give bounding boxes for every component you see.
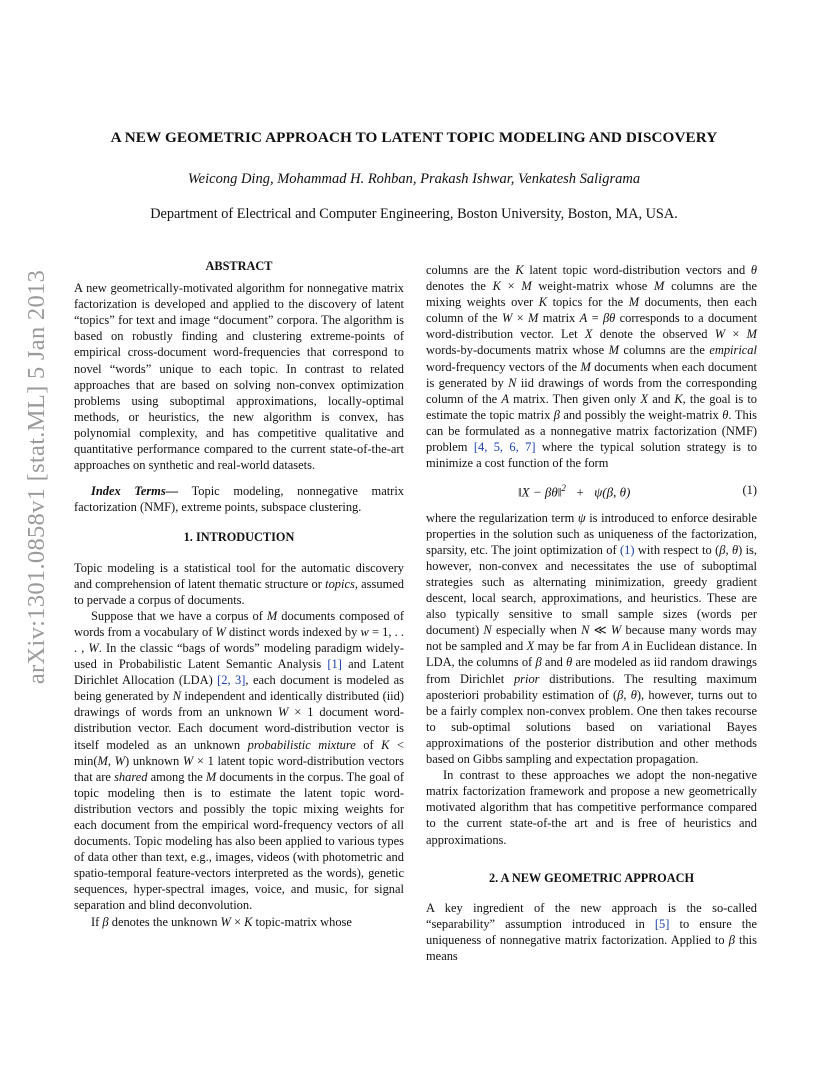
- citation-link[interactable]: [5]: [654, 916, 670, 931]
- right-column: [426, 262, 757, 964]
- index-terms: [74, 483, 404, 515]
- left-column: [74, 258, 404, 930]
- abstract-text: A new geometrically-motivated algorithm for nonnegative matrix factorization is developed and applied to the discovery of latent “topics” for text and image “document” corpora. The algorithm is based on robustly finding and clustering extreme-points of empirical cross-document word-frequencies that correspond to novel “words” unique to each topic. In contrast to related approaches that are based on solving non-convex optimization problems using suboptimal approximations, locally-optimal methods, or heuristics, the new algorithm is convex, has polynomial complexity, and has competitive qualitative and quantitative performance compared to the current state-of-the-art approaches on synthetic and real-world datasets.: [74, 281, 404, 473]
- right-paragraph-2: where the regularization term ψ is introduced to enforce desirable properties in the solution such as uniqueness of the factorization, sparsity, etc. The joint optimization of (1) with respect to (β, θ) is, however, non-convex and necessitates the use of suboptimal strategies such as alternating minimization, greedy gradient descent, local search, approximations, and heuristics. These are also typically sensitive to small sample sizes (words per document) N especially when N ≪ W because many words may not be sampled and X may be far from A in Euclidean distance. In LDA, the columns of β and θ are modeled as iid random drawings from Dirichlet prior distributions. The resulting maximum aposteriori probability estimation of (β, θ), however, turns out to be a fairly complex non-convex problem. One then takes recourse to sub-optimal solutions based on variational Bayes approximations of the posterior distribution and other methods based on Gibbs sampling and expectation propagation.: [426, 510, 758, 767]
- citation-link[interactable]: [2, 3]: [217, 673, 246, 688]
- right-paragraph-4: A key ingredient of the new approach is the so-called “separability” assumption introduced in [5] to ensure the uniqueness of nonnegative matrix factorization. Applied to β this means: [426, 900, 757, 963]
- equation-1: [426, 480, 757, 500]
- right-paragraph-1: columns are the K latent topic word-distribution vectors and θ denotes the K × M weight-matrix whose M columns are the mixing weights over K topics for the M documents, then each column of the W × M matrix A = βθ corresponds to a document word-distribution vector. Let X denote the observed W × M words-by-documents matrix whose M columns are the empirical word-frequency vectors of the M documents when each document is generated by N iid drawings of words from the corresponding column of the A matrix. Then given only X and K, the goal is to estimate the topic matrix β and possibly the weight-matrix θ. This can be formulated as a nonnegative matrix factorization (NMF) problem [4, 5, 6, 7] where the typical solution strategy is to minimize a cost function of the form: [426, 263, 758, 471]
- equation-expression: ‖X − βθ‖$^2$ + ψ(β, θ): [518, 483, 631, 500]
- intro-paragraph-1: Topic modeling is a statistical tool for the automatic discovery and comprehension of latent thematic structure or topics, assumed to pervade a corpus of documents.: [74, 560, 404, 607]
- paper-affiliation: Department of Electrical and Computer Engineering, Boston University, Boston, MA, USA.: [150, 206, 678, 222]
- equation-link[interactable]: (1): [620, 542, 635, 557]
- citation-link[interactable]: [4, 5, 6, 7]: [473, 440, 536, 455]
- equation-number: (1): [742, 483, 757, 498]
- intro-paragraph-2: Suppose that we have a corpus of M documents composed of words from a vocabulary of W distinct words indexed by w = 1, . . . , W. In the classic “bags of words” modeling paradigm widely-used in Probabilistic Latent Semantic Analysis [1] and Latent Dirichlet Allocation (LDA) [2, 3], each document is modeled as being generated by N independent and identically distributed (iid) drawings of words from an unknown W × 1 document word-distribution vector. Each document word-distribution vector is itself modeled as an unknown probabilistic mixture of K < min(M, W) unknown W × 1 latent topic word-distribution vectors that are shared among the M documents in the corpus. The goal of topic modeling then is to estimate the latent topic word-distribution vectors and possibly the topic mixing weights for each document from the empirical word-frequency vectors of all documents. Topic modeling has also been applied to various types of data other than text, e.g., images, videos (with photometric and spatio-temporal feature-vectors interpreted as the words), genetic sequences, hyper-spectral images, voice, and music, for signal separation and blind deconvolution.: [74, 608, 405, 913]
- paper-authors: Weicong Ding, Mohammad H. Rohban, Prakash Ishwar, Venkatesh Saligrama: [187, 171, 641, 187]
- index-terms-text: Topic modeling, nonnegative matrix factorization (NMF), extreme points, subspace clustering.: [74, 484, 404, 515]
- paper-title: A NEW GEOMETRIC APPROACH TO LATENT TOPIC MODELING AND DISCOVERY: [110, 129, 718, 146]
- arxiv-side-stamp: arXiv:1301.0858v1 [stat.ML] 5 Jan 2013: [23, 269, 50, 685]
- citation-link[interactable]: [1]: [327, 657, 342, 672]
- abstract-heading: ABSTRACT: [205, 259, 273, 273]
- section-2-heading: 2. A NEW GEOMETRIC APPROACH: [488, 870, 695, 885]
- section-1-heading: 1. INTRODUCTION: [183, 530, 295, 545]
- right-paragraph-3: In contrast to these approaches we adopt the non-negative matrix factorization framework and propose a new geometrically motivated algorithm that has competitive performance compared to the current state-of-the art and is free of heuristics and approximations.: [426, 768, 757, 847]
- index-terms-label: Index Terms—: [91, 484, 179, 499]
- intro-paragraph-3: If β denotes the unknown W × K topic-matrix whose: [91, 914, 352, 929]
